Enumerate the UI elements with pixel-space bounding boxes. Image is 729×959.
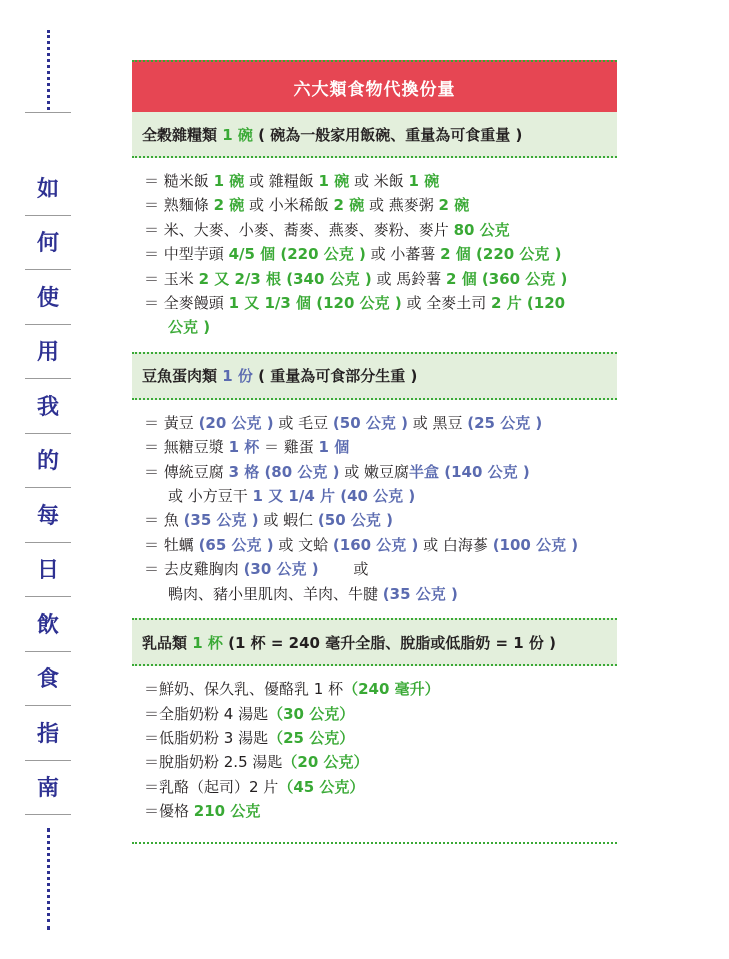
food-line <box>144 169 617 193</box>
sidebar-char: 的 <box>36 449 59 474</box>
bottom-dotted-line <box>47 828 50 930</box>
line-segment: 或 小蕃薯 <box>365 245 441 264</box>
line-segment: 黃豆 <box>163 413 199 432</box>
top-dotted-line <box>47 30 50 110</box>
line-segment: 無糖豆漿 <box>163 438 229 457</box>
line-segment: ＝ <box>144 413 164 432</box>
line-segment: 2 碗 <box>333 196 365 215</box>
food-line <box>144 557 617 581</box>
line-segment: (35 公克 ) <box>183 511 259 530</box>
line-segment: ＝ <box>144 294 164 313</box>
dairy-amount: 1 杯 <box>192 633 223 652</box>
line-segment: 玉米 <box>163 269 199 288</box>
line-segment: 糙米飯 <box>163 172 214 190</box>
line-segment: 或 嫩豆腐 <box>339 462 410 481</box>
food-line <box>144 242 617 266</box>
line-segment: 1 碗 <box>408 172 440 190</box>
sidebar-separator <box>25 324 71 325</box>
line-segment: 或 白海蔘 <box>418 535 493 554</box>
sidebar-char: 我 <box>36 394 59 420</box>
sidebar-separator <box>25 814 71 815</box>
grains-list <box>132 158 617 352</box>
line-segment: ＝ <box>144 196 164 215</box>
line-segment: (20 公克 ) <box>198 413 274 432</box>
line-segment: 1 又 1/3 個 (120 公克 ) <box>228 294 402 313</box>
line-segment: (160 公克 ) <box>332 535 419 554</box>
sidebar-separator <box>25 215 71 216</box>
food-line <box>144 775 617 799</box>
sidebar-separator <box>25 487 71 488</box>
line-segment: 公克 ) <box>168 318 211 337</box>
dairy-header <box>132 618 617 666</box>
line-segment: ＝優格 <box>144 802 194 821</box>
line-segment: ＝乳酪（起司）2 片 <box>144 777 279 796</box>
sidebar-separator <box>25 112 71 113</box>
line-segment: 或 黑豆 <box>407 413 468 432</box>
banner-title: 六大類食物代換份量 <box>132 60 617 112</box>
sidebar-char: 南 <box>36 776 59 801</box>
exchange-panel <box>132 60 617 844</box>
protein-header <box>132 352 617 400</box>
line-segment: 全麥饅頭 <box>163 294 229 313</box>
vertical-title <box>22 0 74 959</box>
line-segment: （45 公克） <box>278 777 365 796</box>
line-segment: ＝低脂奶粉 3 湯匙 <box>144 728 269 747</box>
sidebar-separator <box>25 269 71 270</box>
line-segment: ＝鮮奶、保久乳、優酪乳 1 杯 <box>144 680 344 699</box>
food-line <box>144 726 617 750</box>
line-segment: 或 <box>318 560 369 579</box>
line-segment: 2 片 (120 <box>491 294 566 313</box>
line-segment: 2 個 (360 公克 ) <box>446 269 568 288</box>
line-segment: 80 公克 <box>453 220 510 239</box>
food-line <box>144 435 617 459</box>
line-segment: (65 公克 ) <box>198 535 274 554</box>
line-segment: 1 個 <box>318 438 350 457</box>
line-segment: 或 小方豆干 <box>168 487 253 506</box>
dairy-list <box>132 666 617 835</box>
protein-list <box>132 400 617 618</box>
line-segment: ＝ <box>144 462 164 481</box>
line-segment: 2 個 (220 公克 ) <box>440 245 562 264</box>
grains-note: ( 碗為一般家用飯碗、重量為可食重量 ) <box>258 125 523 144</box>
line-segment: (30 公克 ) <box>243 560 319 579</box>
protein-amount: 1 份 <box>222 367 253 386</box>
line-segment: ＝ <box>144 220 164 239</box>
line-segment: 牡蠣 <box>163 535 199 554</box>
line-segment: 中型芋頭 <box>163 245 229 264</box>
food-line <box>144 702 617 726</box>
line-segment: （30 公克） <box>268 704 355 723</box>
sidebar-char: 日 <box>36 558 59 583</box>
line-segment: 熟麵條 <box>163 196 214 215</box>
line-segment: (50 公克 ) <box>317 511 393 530</box>
line-segment: 或 小米稀飯 <box>244 196 334 215</box>
line-segment: 或 米飯 <box>349 172 409 190</box>
line-segment: ＝ <box>144 535 164 554</box>
line-segment: 或 全麥土司 <box>401 294 492 313</box>
line-segment: （240 毫升） <box>343 680 440 699</box>
line-segment: 4/5 個 (220 公克 ) <box>228 245 366 264</box>
sidebar-char: 飲 <box>36 612 59 638</box>
sidebar-separator <box>25 433 71 434</box>
line-segment: (50 公克 ) <box>332 413 408 432</box>
line-segment: 1 碗 <box>318 172 350 190</box>
sidebar-char: 每 <box>36 503 59 529</box>
line-segment: 2 又 2/3 根 (340 公克 ) <box>198 269 372 288</box>
food-line <box>144 218 617 242</box>
food-line <box>144 533 617 557</box>
sidebar-char: 用 <box>36 340 59 365</box>
line-segment: 或 燕麥粥 <box>364 196 439 215</box>
line-segment: 1 又 1/4 片 (40 公克 ) <box>252 487 416 506</box>
line-segment: (100 公克 ) <box>492 535 579 554</box>
food-line <box>144 582 617 606</box>
line-segment: 210 公克 <box>193 802 261 821</box>
line-segment: 去皮雞胸肉 <box>163 560 244 579</box>
sidebar-char: 指 <box>36 721 59 747</box>
line-segment: （25 公克） <box>268 728 355 747</box>
food-line <box>144 508 617 532</box>
sidebar-char: 使 <box>36 285 59 311</box>
sidebar-char: 何 <box>36 231 59 256</box>
grains-name: 全穀雜糧類 <box>142 125 218 144</box>
food-line <box>144 484 617 508</box>
line-segment: 2 碗 <box>438 196 470 215</box>
protein-name: 豆魚蛋肉類 <box>142 367 218 386</box>
line-segment: 或 馬鈴薯 <box>371 269 447 288</box>
sidebar-separator <box>25 705 71 706</box>
line-segment: 2 碗 <box>213 196 245 215</box>
food-line <box>144 677 617 701</box>
food-line <box>144 799 617 823</box>
food-line <box>144 193 617 217</box>
sidebar-separator <box>25 542 71 543</box>
line-segment: ＝ <box>144 438 164 457</box>
sidebar-separator <box>25 378 71 379</box>
line-segment: (35 公克 ) <box>382 584 458 603</box>
line-segment: ＝全脂奶粉 4 湯匙 <box>144 704 269 723</box>
line-segment: ＝ <box>144 560 164 579</box>
line-segment: （20 公克） <box>282 753 369 772</box>
food-line <box>144 291 617 315</box>
grains-header <box>132 112 617 158</box>
line-segment: ＝脫脂奶粉 2.5 湯匙 <box>144 753 283 772</box>
line-segment: 或 文蛤 <box>273 535 333 554</box>
food-line <box>144 411 617 435</box>
protein-note: ( 重量為可食部分生重 ) <box>258 367 418 386</box>
line-segment: 魚 <box>163 511 184 530</box>
sidebar-separator <box>25 596 71 597</box>
line-segment: (25 公克 ) <box>467 413 543 432</box>
dairy-name: 乳品類 <box>142 633 188 652</box>
food-line <box>144 315 617 339</box>
line-segment: 1 碗 <box>213 172 245 190</box>
line-segment: ＝ <box>144 245 164 264</box>
line-segment: 3 格 (80 公克 ) <box>228 462 340 481</box>
line-segment: 鴨肉、豬小里肌肉、羊肉、牛腱 <box>168 584 383 603</box>
dairy-note: (1 杯 = 240 毫升全脂、脫脂或低脂奶 = 1 份 ) <box>228 633 556 652</box>
line-segment: 或 毛豆 <box>273 413 333 432</box>
line-segment: 或 雜糧飯 <box>244 172 319 190</box>
line-segment: ＝ <box>144 172 164 190</box>
line-segment: 米、大麥、小麥、蕎麥、燕麥、麥粉、麥片 <box>163 220 454 239</box>
line-segment: ＝ 雞蛋 <box>259 438 319 457</box>
line-segment: 或 蝦仁 <box>258 511 318 530</box>
line-segment: 半盒 (140 公克 ) <box>409 462 530 481</box>
line-segment: ＝ <box>144 511 164 530</box>
sidebar-char: 食 <box>36 667 59 692</box>
food-line <box>144 267 617 291</box>
line-segment: ＝ <box>144 269 164 288</box>
food-line <box>144 460 617 484</box>
sidebar-char: 如 <box>36 176 59 202</box>
line-segment: 傳統豆腐 <box>163 462 229 481</box>
food-line <box>144 750 617 774</box>
line-segment: 1 杯 <box>228 438 260 457</box>
bottom-divider <box>132 842 617 844</box>
sidebar-separator <box>25 651 71 652</box>
grains-amount: 1 碗 <box>222 125 253 144</box>
sidebar-separator <box>25 760 71 761</box>
